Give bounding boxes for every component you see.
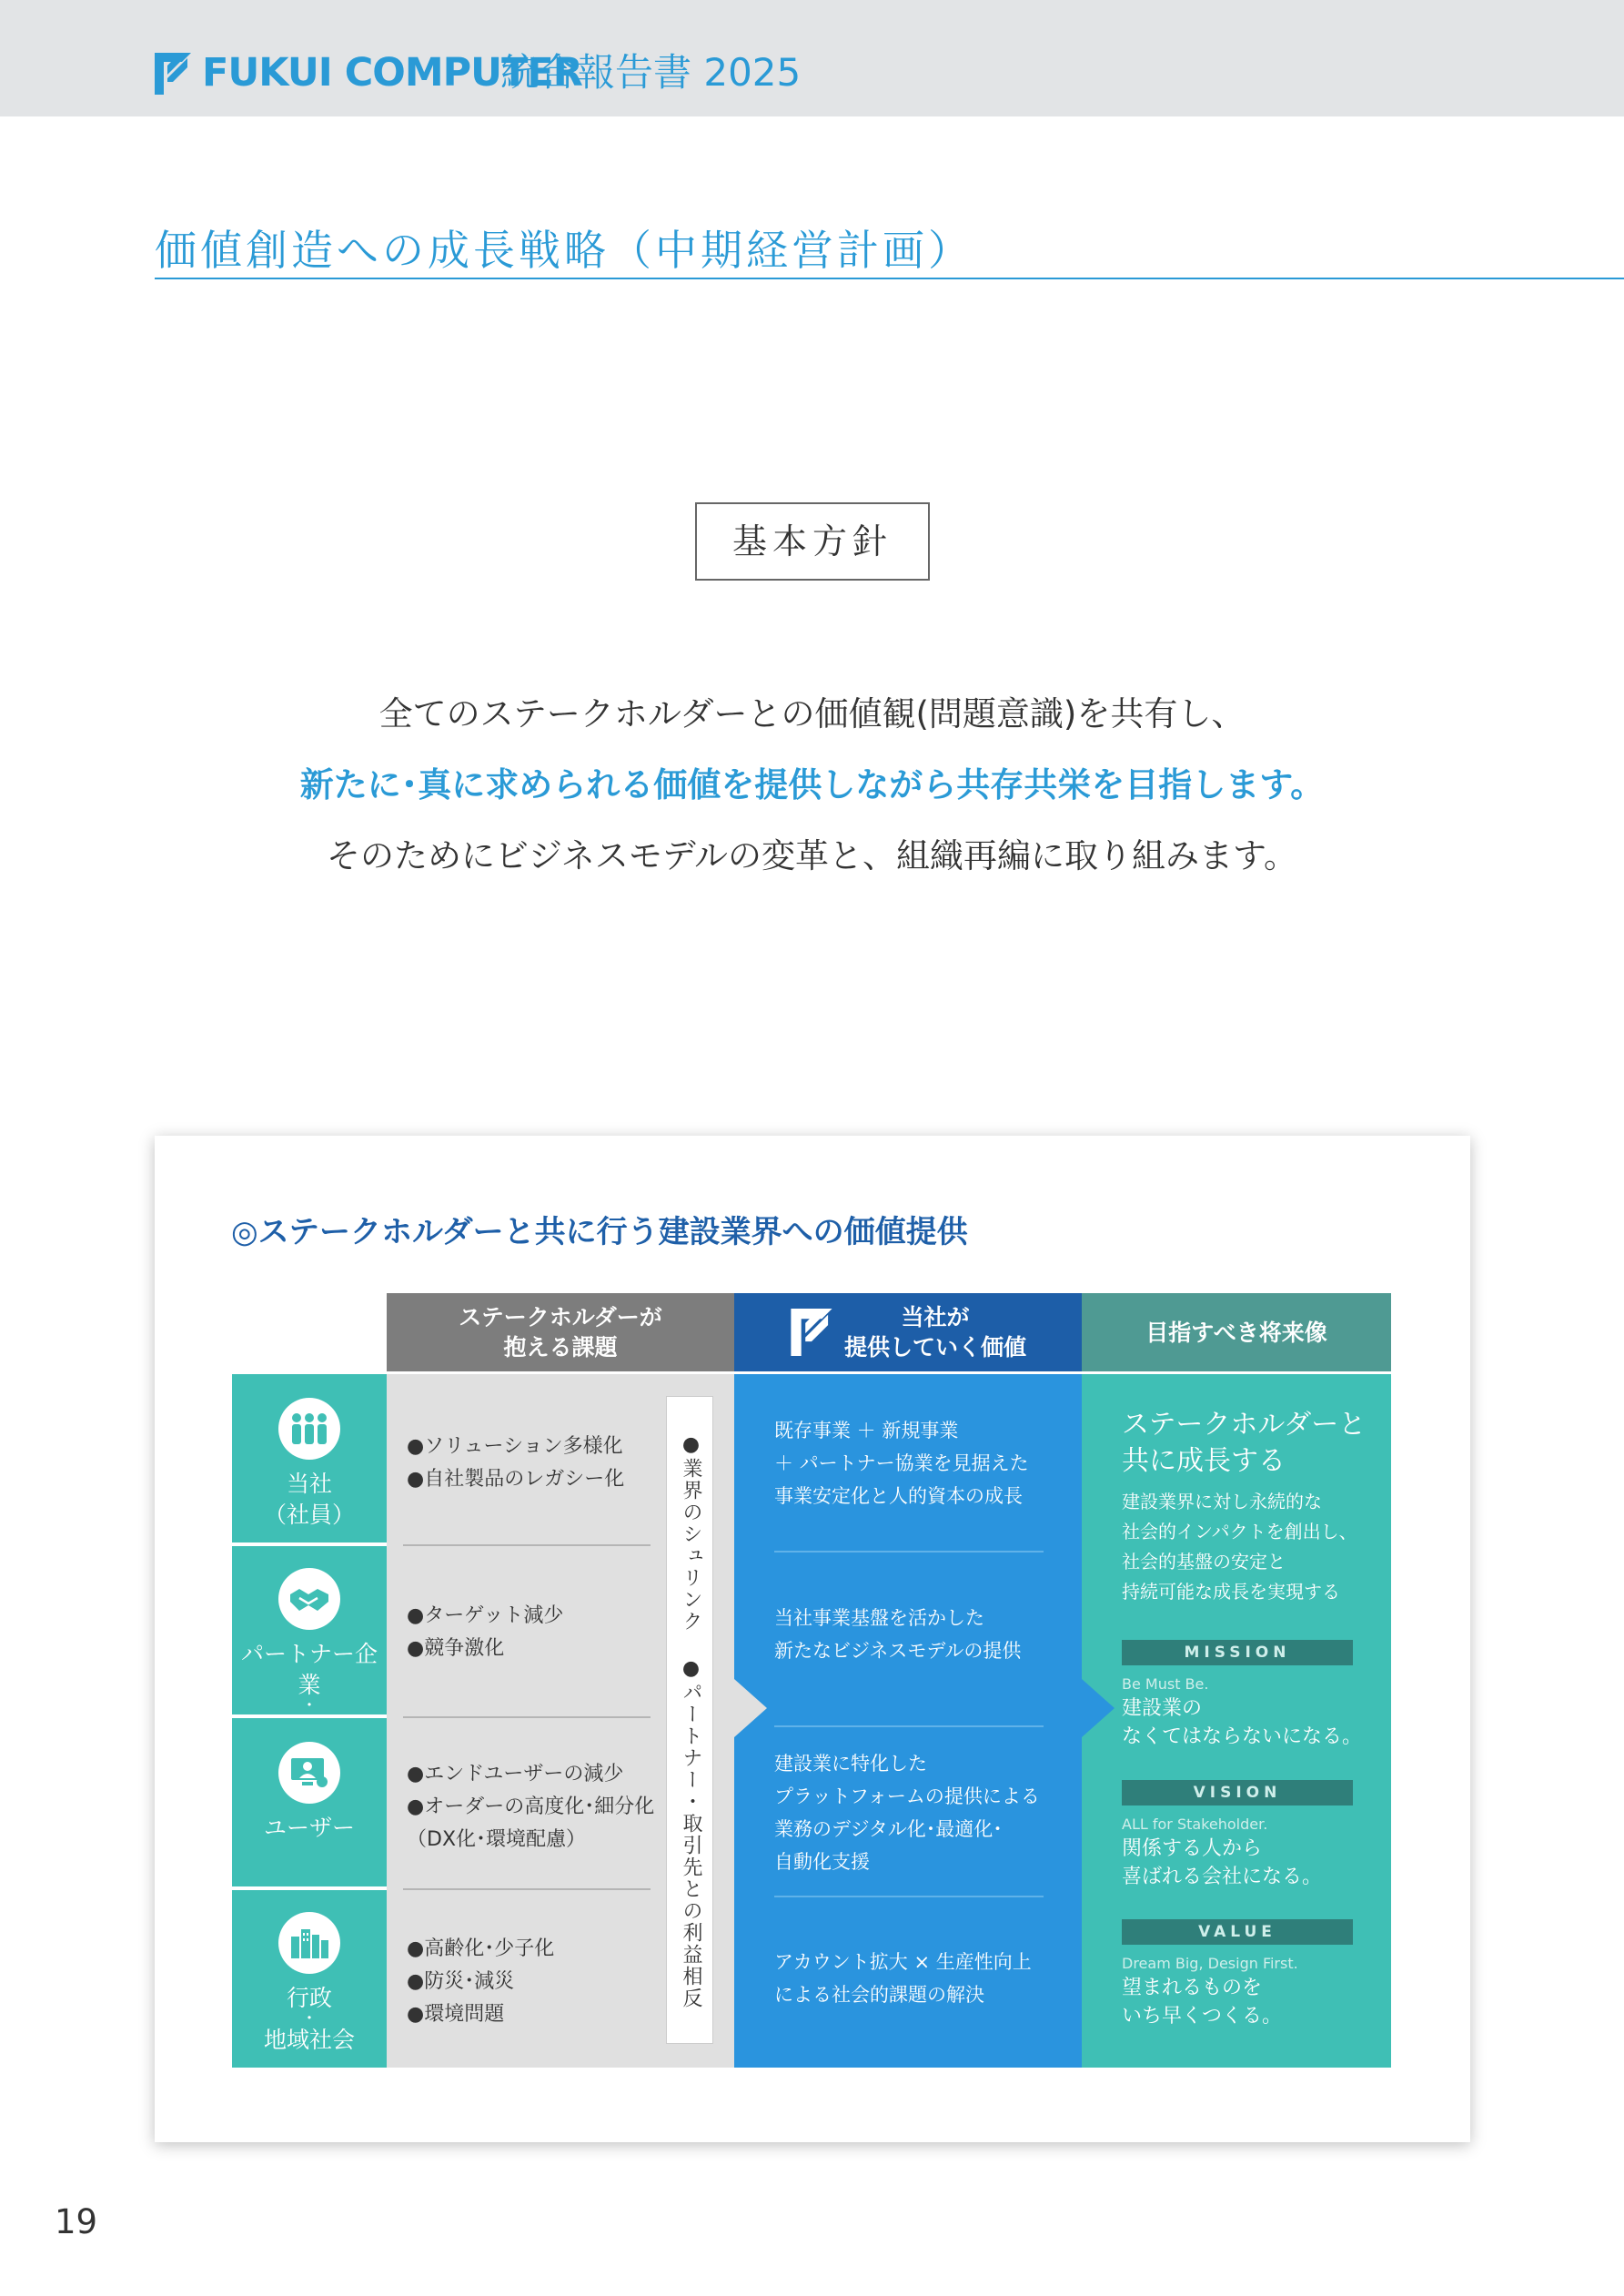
stakeholder-separator: ・ [301, 2009, 318, 2028]
value-item: 新たなビジネスモデルの提供 [774, 1640, 1022, 1662]
header-value-line-2: 提供していく価値 [843, 1334, 1026, 1360]
diagram-title: ◎ステークホルダーと共に行う建設業界への価値提供 [231, 1214, 968, 1250]
issues-group-3 [407, 1758, 654, 1856]
row-divider [403, 1716, 651, 1718]
vision-line-2: 喜ばれる会社になる。 [1122, 1866, 1323, 1888]
mission-line-2: なくてはならないになる。 [1122, 1725, 1363, 1748]
stakeholder-users [232, 1718, 387, 1886]
header-vision: 目指すべき将来像 [1082, 1293, 1391, 1371]
value-item: 建設業に特化した [774, 1753, 927, 1775]
issue-item: ●高齢化･少子化 [407, 1937, 555, 1960]
issue-item: ●競争激化 [407, 1637, 505, 1660]
vision-heading-line-1: ステークホルダーと [1122, 1409, 1367, 1441]
value-item: 業務のデジタル化･最適化･ [774, 1818, 1003, 1840]
stakeholder-label: 当社 [286, 1471, 332, 1497]
industry-note: ●業界のシュリンク ●パートナー･取引先との利益相反 [680, 1432, 702, 2009]
employees-icon [278, 1398, 340, 1460]
issues-group-4 [407, 1933, 554, 2031]
user-computer-icon [278, 1742, 340, 1804]
industry-note-box [666, 1396, 713, 2044]
value-item: ＋ パートナー協業を見据えた [774, 1452, 1029, 1474]
value-line-2: いち早くつくる。 [1122, 2005, 1283, 2028]
row-divider [774, 1551, 1044, 1553]
stakeholder-sublabel: （社員） [263, 1502, 355, 1528]
header-bar [0, 0, 1624, 116]
vision-body-line: 社会的基盤の安定と [1122, 1551, 1286, 1573]
issues-group-1 [407, 1431, 624, 1496]
row-divider [403, 1888, 651, 1890]
header-value-line-1: 当社が [901, 1304, 970, 1330]
value-line-1: 望まれるものを [1122, 1977, 1263, 1999]
value-group-4 [774, 1946, 1032, 2011]
value-item: 当社事業基盤を活かした [774, 1607, 984, 1629]
row-divider [403, 1544, 651, 1546]
value-group-2 [774, 1602, 1021, 1667]
value-group-3 [774, 1747, 1040, 1878]
value-item: による社会的課題の解決 [774, 1984, 984, 2006]
issues-column [387, 1374, 734, 2068]
policy-line-1: 全てのステークホルダーとの価値観(問題意識)を共有し、 [378, 694, 1246, 733]
header-issues-line-2: 抱える課題 [503, 1334, 618, 1360]
stakeholder-partners [232, 1546, 387, 1714]
flow-arrow [1082, 1679, 1115, 1737]
stakeholder-community [232, 1890, 387, 2068]
header-value [734, 1293, 1082, 1371]
vision-statement [1122, 1835, 1322, 1891]
issue-item: ●ソリューション多様化 [407, 1435, 623, 1458]
vision-tag: VISION [1122, 1780, 1353, 1805]
fukui-computer-logo-icon [155, 53, 191, 95]
value-provision-diagram [155, 1136, 1470, 2142]
issue-item: ●ターゲット減少 [407, 1604, 564, 1627]
city-community-icon [278, 1912, 340, 1974]
issue-item: ●防災･減災 [407, 1970, 515, 1993]
vision-body [1122, 1487, 1357, 1607]
value-group-1 [774, 1414, 1029, 1512]
document-title: 統合報告書 2025 [500, 50, 802, 95]
issues-group-2 [407, 1600, 563, 1665]
stakeholder-employees [232, 1374, 387, 1542]
vision-subtitle: ALL for Stakeholder. [1122, 1816, 1268, 1833]
handshake-icon [278, 1568, 340, 1630]
vision-body-line: 持続可能な成長を実現する [1122, 1581, 1340, 1603]
issue-item: ●自社製品のレガシー化 [407, 1468, 625, 1491]
value-tag: VALUE [1122, 1919, 1353, 1945]
vision-line-1: 関係する人から [1122, 1837, 1263, 1860]
company-logo-icon [790, 1309, 833, 1356]
value-column [734, 1374, 1082, 2068]
row-divider [774, 1896, 1044, 1897]
policy-label: 基本方針 [695, 502, 930, 581]
stakeholder-label: パートナー企業 [240, 1641, 378, 1698]
value-item: アカウント拡大 × 生産性向上 [774, 1951, 1032, 1973]
issue-item: ●オーダーの高度化･細分化 [407, 1795, 655, 1818]
issue-item: （DX化･環境配慮） [407, 1828, 587, 1851]
policy-line-3: そのためにビジネスモデルの変革と、組織再編に取り組みます。 [326, 836, 1298, 875]
mission-line-1: 建設業の [1122, 1697, 1203, 1720]
policy-line-2: 新たに･真に求められる価値を提供しながら共存共栄を目指します。 [299, 765, 1325, 804]
value-statement [1122, 1974, 1282, 2030]
stakeholder-label: ユーザー [263, 1815, 355, 1841]
issue-item: ●エンドユーザーの減少 [407, 1763, 624, 1785]
vision-heading [1122, 1407, 1366, 1480]
vision-body-line: 建設業界に対し永続的な [1122, 1491, 1322, 1512]
page-number: 19 [55, 2202, 98, 2241]
value-item: 自動化支援 [774, 1851, 870, 1873]
vision-column [1082, 1374, 1391, 2068]
vision-heading-line-2: 共に成長する [1122, 1445, 1286, 1477]
mission-statement [1122, 1694, 1362, 1751]
mission-subtitle: Be Must Be. [1122, 1675, 1209, 1693]
vision-body-line: 社会的インパクトを創出し、 [1122, 1521, 1357, 1542]
section-title: 価値創造への成長戦略（中期経営計画） [155, 226, 973, 275]
value-item: プラットフォームの提供による [774, 1785, 1040, 1807]
section-underline [155, 278, 1624, 279]
stakeholder-separator: ・ [301, 1696, 318, 1715]
stakeholder-label: 行政 [286, 1985, 332, 2011]
value-subtitle: Dream Big, Design First. [1122, 1955, 1298, 1972]
mission-tag: MISSION [1122, 1640, 1353, 1665]
brand-name: FUKUI COMPUTER [202, 50, 582, 96]
header-issues-line-1: ステークホルダーが [459, 1304, 662, 1330]
value-item: 事業安定化と人的資本の成長 [774, 1485, 1023, 1507]
stakeholder-sublabel: 地域社会 [263, 2027, 355, 2053]
issue-item: ●環境問題 [407, 2003, 505, 2026]
flow-arrow [734, 1679, 767, 1737]
value-item: 既存事業 ＋ 新規事業 [774, 1420, 959, 1441]
header-issues [387, 1293, 734, 1371]
row-divider [774, 1725, 1044, 1727]
